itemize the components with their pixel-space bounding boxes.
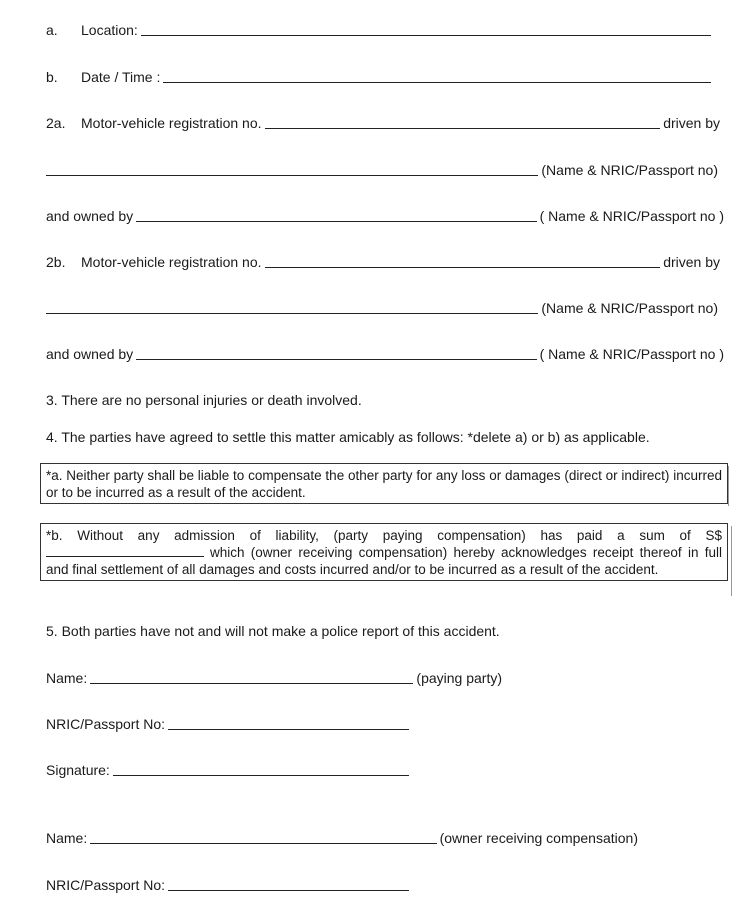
vehicle-2b-registration-label: Motor-vehicle registration no. <box>81 254 262 270</box>
item-b-marker: b. <box>46 69 58 85</box>
paying-party-signature-field[interactable] <box>113 762 409 776</box>
option-a-text: *a. Neither party shall be liable to compensate the other party for any loss or damages (direct or indirect) incurred or to be incurred as a result of the accident. <box>46 468 722 500</box>
vehicle-2a-owned-by-label: and owned by <box>46 208 134 224</box>
paying-party-nric-field[interactable] <box>168 716 409 730</box>
vehicle-2a-driver-field[interactable] <box>46 162 538 176</box>
option-b-text-part2: which (owner receiving compensation) hereby acknowledges receipt thereof in full and final settlement of all damages and costs incurred and/or to be incurred as a result of the accident. <box>46 545 722 577</box>
paying-party-name-label: Name: <box>46 670 88 686</box>
paying-party-nric-label: NRIC/Passport No: <box>46 716 166 732</box>
vehicle-2b-driver-row <box>46 300 718 316</box>
location-field[interactable] <box>141 22 711 36</box>
vehicle-2a-registration-label: Motor-vehicle registration no. <box>81 115 262 131</box>
vehicle-2a-driver-row <box>46 162 718 178</box>
paying-party-name-row <box>46 670 502 686</box>
location-label: Location: <box>81 22 138 38</box>
vehicle-2a-driven-by-label: driven by <box>663 115 720 131</box>
option-a-shadow-edge <box>728 466 729 506</box>
paying-party-signature-label: Signature: <box>46 762 110 778</box>
option-b-shadow-edge <box>731 526 732 596</box>
vehicle-2b-owned-by-label: and owned by <box>46 346 134 362</box>
vehicle-2b-driver-field[interactable] <box>46 300 538 314</box>
paying-party-signature-row <box>46 762 412 778</box>
owner-name-field[interactable] <box>90 830 436 844</box>
clause-3 <box>46 392 362 408</box>
item-2b-marker: 2b. <box>46 254 66 270</box>
vehicle-2b-owner-field[interactable] <box>136 346 536 360</box>
vehicle-2b-registration-row <box>46 254 720 270</box>
compensation-amount-field[interactable] <box>46 544 204 557</box>
option-a-box <box>40 463 728 504</box>
item-a-marker: a. <box>46 22 58 38</box>
option-b-box <box>40 523 728 581</box>
vehicle-2a-driver-suffix: (Name & NRIC/Passport no) <box>541 162 718 178</box>
owner-name-suffix: (owner receiving compensation) <box>439 830 638 846</box>
date-time-label: Date / Time : <box>81 69 161 85</box>
clause-5 <box>46 623 500 639</box>
owner-name-row <box>46 830 638 846</box>
location-row <box>46 22 714 38</box>
clause-3-text: 3. There are no personal injuries or death involved. <box>46 392 362 408</box>
paying-party-nric-row <box>46 716 412 732</box>
vehicle-2a-registration-row <box>46 115 720 131</box>
vehicle-2b-registration-field[interactable] <box>265 254 661 268</box>
clause-4 <box>46 429 650 445</box>
paying-party-name-field[interactable] <box>90 670 413 684</box>
date-time-field[interactable] <box>163 69 711 83</box>
date-time-row <box>46 69 714 85</box>
vehicle-2a-registration-field[interactable] <box>265 115 661 129</box>
vehicle-2b-owner-row <box>46 346 724 362</box>
item-2a-marker: 2a. <box>46 115 66 131</box>
vehicle-2a-owner-field[interactable] <box>136 208 536 222</box>
owner-name-label: Name: <box>46 830 88 846</box>
clause-5-text: 5. Both parties have not and will not make a police report of this accident. <box>46 623 500 639</box>
paying-party-suffix: (paying party) <box>416 670 502 686</box>
option-b-text-part1: *b. Without any admission of liability, (party paying compensation) has paid a sum of S$ <box>46 528 722 543</box>
owner-nric-row <box>46 877 412 893</box>
vehicle-2b-owner-suffix: ( Name & NRIC/Passport no ) <box>539 346 724 362</box>
vehicle-2b-driver-suffix: (Name & NRIC/Passport no) <box>541 300 718 316</box>
owner-nric-field[interactable] <box>168 877 409 891</box>
vehicle-2b-driven-by-label: driven by <box>663 254 720 270</box>
vehicle-2a-owner-suffix: ( Name & NRIC/Passport no ) <box>539 208 724 224</box>
owner-nric-label: NRIC/Passport No: <box>46 877 166 893</box>
clause-4-text: 4. The parties have agreed to settle this matter amicably as follows: *delete a) or b) as applicable. <box>46 429 650 445</box>
vehicle-2a-owner-row <box>46 208 724 224</box>
